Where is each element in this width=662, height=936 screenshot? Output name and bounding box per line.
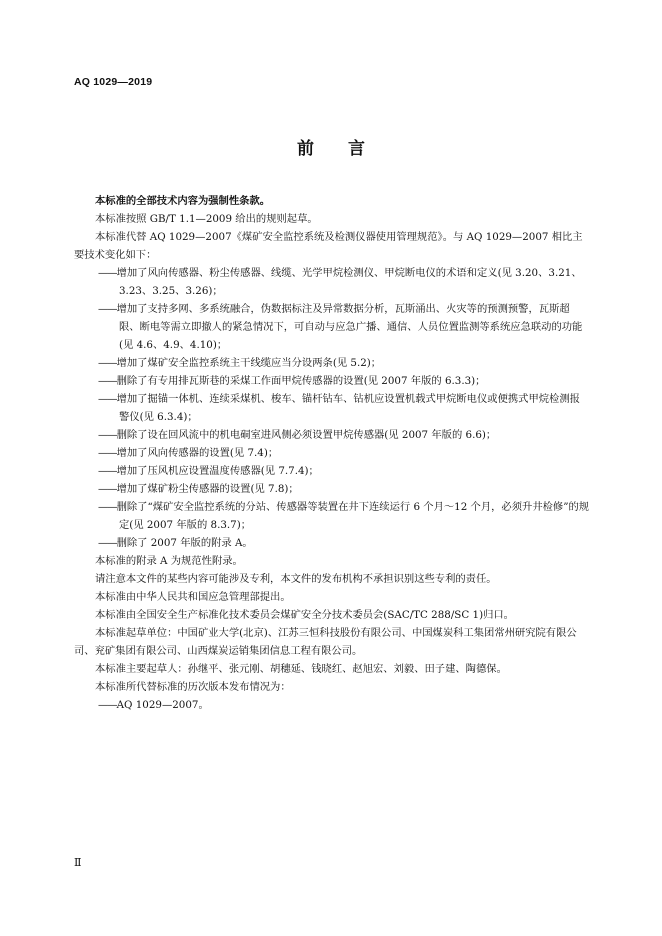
history-intro-paragraph: 本标准所代替标准的历次版本发布情况为：	[95, 681, 291, 693]
drafting-units-paragraph: 本标准起草单位：中国矿业大学(北京)、江苏三恒科技股份有限公司、中国煤炭科工集团常州研究院有限公司、兖矿集团有限公司、山西煤炭运销集团信息工程有限公司。	[74, 627, 577, 657]
changes-list	[74, 264, 590, 552]
list-item: ——增加了风向传感器、粉尘传感器、线缆、光学甲烷检测仪、甲烷断电仪的术语和定义(见 3.20、3.21、3.23、3.25、3.26)；	[98, 267, 582, 297]
list-item: ——增加了掘锚一体机、连续采煤机、梭车、锚杆钻车、钻机应设置机载式甲烷断电仪或便携式甲烷检测报警仪(见 6.3.4)；	[98, 393, 580, 423]
page-number: Ⅱ	[74, 856, 82, 869]
patent-notice: 请注意本文件的某些内容可能涉及专利，本文件的发布机构不承担识别这些专利的责任。	[95, 573, 497, 585]
list-item: ——增加了压风机应设置温度传感器(见 7.7.4)；	[98, 465, 319, 477]
dash-marker: ——	[98, 429, 117, 441]
dash-marker: ——	[98, 303, 117, 315]
replacement-paragraph: 本标准代替 AQ 1029—2007《煤矿安全监控系统及检测仪器使用管理规范》。与 AQ 1029—2007 相比主要技术变化如下：	[74, 231, 583, 261]
dash-marker: ——	[98, 357, 117, 369]
dash-marker: ——	[98, 699, 117, 711]
dash-marker: ——	[98, 537, 117, 549]
dash-marker: ——	[98, 267, 117, 279]
list-item: ——删除了 2007 年版的附录 A。	[98, 537, 253, 549]
committee-paragraph: 本标准由全国安全生产标准化技术委员会煤矿安全分技术委员会(SAC/TC 288/SC 1)归口。	[95, 609, 514, 621]
list-item: ——增加了煤矿安全监控系统主干线缆应当分设两条(见 5.2)；	[98, 357, 382, 369]
dash-marker: ——	[98, 501, 117, 513]
dash-marker: ——	[98, 375, 117, 387]
list-item: ——增加了煤矿粉尘传感器的设置(见 7.8)；	[98, 483, 299, 495]
appendix-paragraph: 本标准的附录 A 为规范性附录。	[95, 555, 243, 567]
page-title: 前言	[297, 139, 399, 159]
dash-marker: ——	[98, 393, 117, 405]
list-item: ——删除了“煤矿安全监控系统的分站、传感器等装置在井下连续运行 6 个月～12 个月，必须升井检修”的规定(见 2007 年版的 8.3.7)；	[98, 501, 590, 531]
proposer-paragraph: 本标准由中华人民共和国应急管理部提出。	[95, 591, 291, 603]
list-item: ——增加了支持多网、多系统融合，伪数据标注及异常数据分析，瓦斯涌出、火灾等的预测预警，瓦斯超限、断电等需立即撤人的紧急情况下，可自动与应急广播、通信、人员位置监测等系统应急联动的功能(见 4.6、4.9、4.10)；	[98, 303, 583, 351]
drafting-rules-paragraph: 本标准按照 GB/T 1.1—2009 给出的规则起草。	[95, 213, 318, 225]
drafters-paragraph: 本标准主要起草人：孙继平、张元刚、胡穗延、钱晓红、赵旭宏、刘毅、田子建、陶德保。	[95, 663, 507, 675]
document-code: AQ 1029—2019	[74, 76, 153, 88]
dash-marker: ——	[98, 465, 117, 477]
list-item: ——增加了风向传感器的设置(见 7.4)；	[98, 447, 279, 459]
dash-marker: ——	[98, 483, 117, 495]
list-item: ——删除了设在回风流中的机电硐室进风侧必须设置甲烷传感器(见 2007 年版的 6.6)；	[98, 429, 497, 441]
list-item: ——删除了有专用排瓦斯巷的采煤工作面甲烷传感器的设置(见 2007 年版的 6.3.3)；	[98, 375, 486, 387]
mandatory-statement: 本标准的全部技术内容为强制性条款。	[95, 195, 271, 207]
dash-marker: ——	[98, 447, 117, 459]
foreword-body	[74, 192, 590, 714]
history-item: ——AQ 1029—2007。	[98, 699, 209, 711]
